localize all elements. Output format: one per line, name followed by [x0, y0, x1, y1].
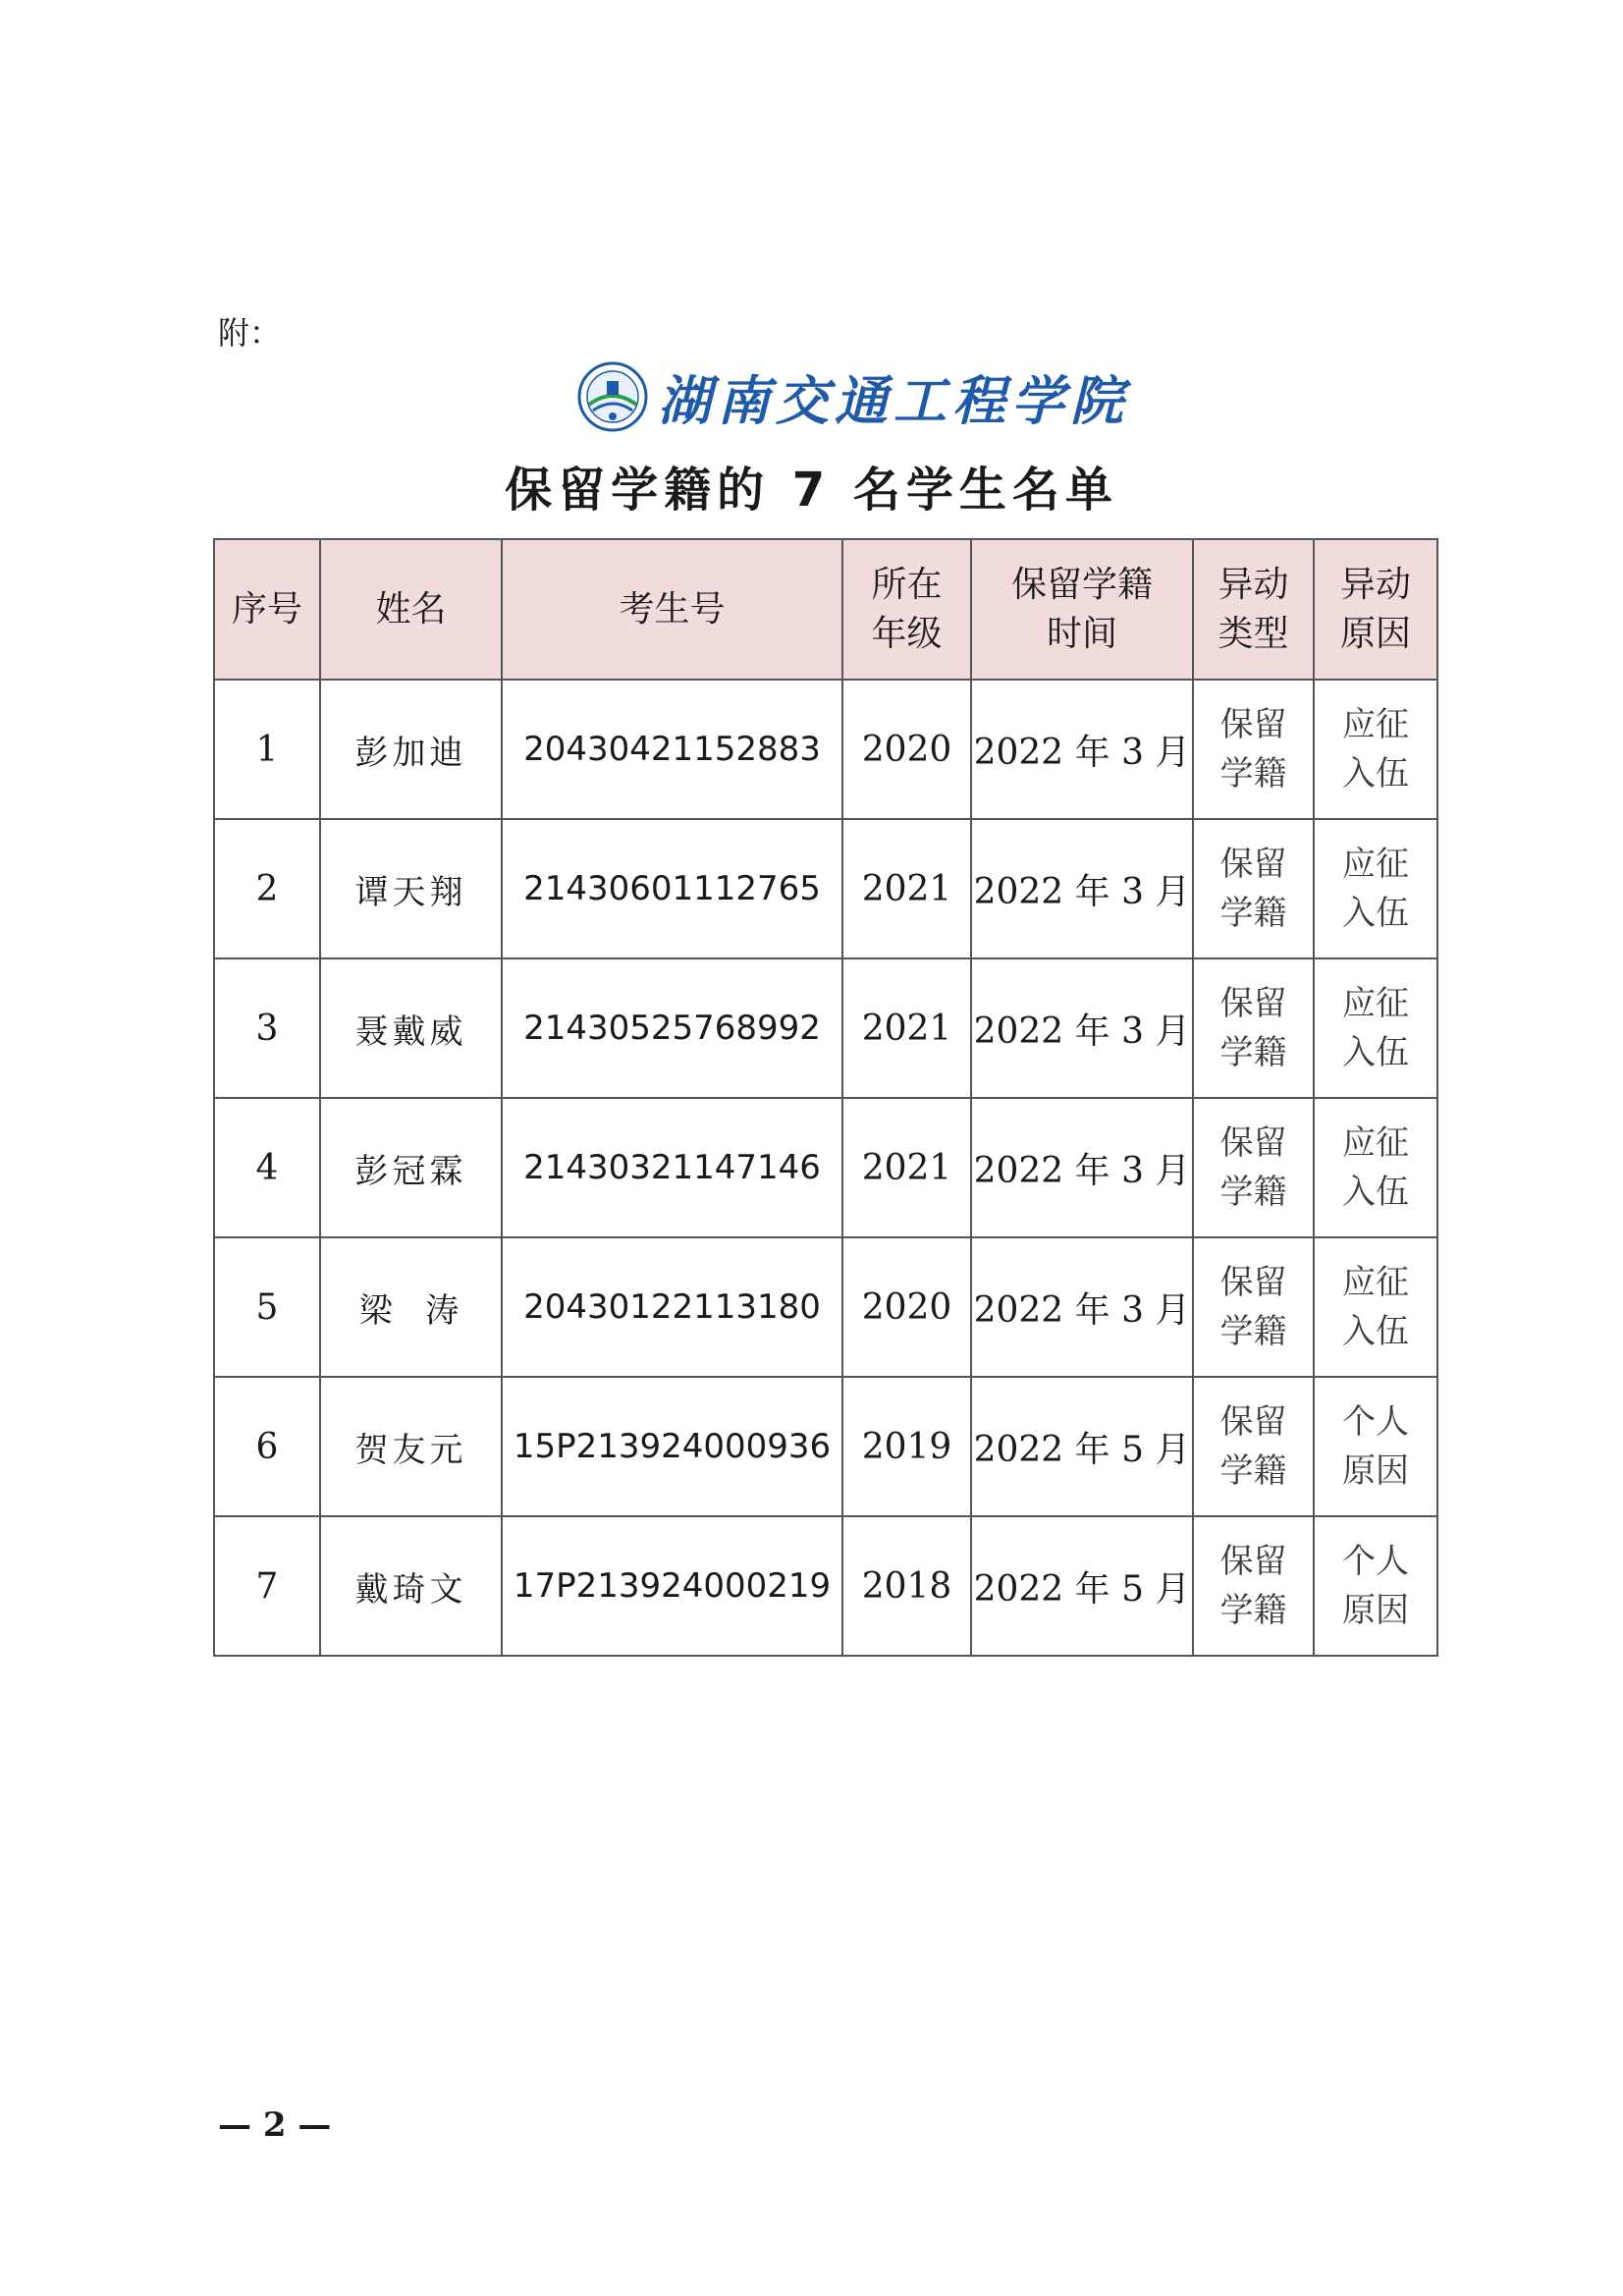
cell-type-line1: 保留	[1219, 1123, 1287, 1163]
cell-reason-line2: 入伍	[1342, 754, 1409, 793]
cell-name: 贺友元	[320, 1377, 502, 1516]
header-type-line1: 异动	[1217, 564, 1289, 605]
attachment-label: 附：	[218, 314, 282, 352]
student-roster-table	[213, 538, 1438, 1657]
table-row	[214, 1237, 1437, 1377]
cell-name: 彭加迪	[320, 680, 502, 819]
cell-seq: 4	[214, 1098, 320, 1237]
table-row	[214, 819, 1437, 958]
cell-grade: 2020	[842, 680, 971, 819]
table-row	[214, 958, 1437, 1098]
cell-exam-id: 21430601112765	[502, 819, 842, 958]
header-grade	[842, 539, 971, 680]
cell-reason	[1314, 1098, 1437, 1237]
cell-seq: 3	[214, 958, 320, 1098]
cell-type-line1: 保留	[1219, 845, 1287, 884]
cell-type	[1193, 819, 1314, 958]
cell-exam-id: 20430122113180	[502, 1237, 842, 1377]
cell-type-line1: 保留	[1219, 984, 1287, 1023]
cell-reason-line1: 个人	[1342, 1402, 1409, 1442]
cell-reason-line2: 入伍	[1342, 1173, 1409, 1212]
cell-reason-line2: 入伍	[1342, 1033, 1409, 1072]
cell-reason	[1314, 1377, 1437, 1516]
school-logo	[577, 361, 1129, 432]
cell-reason	[1314, 1237, 1437, 1377]
cell-type-line2: 学籍	[1219, 1033, 1287, 1072]
cell-type	[1193, 958, 1314, 1098]
header-time-line1: 保留学籍	[1010, 564, 1153, 605]
cell-time: 2022 年 3 月	[971, 958, 1193, 1098]
cell-name: 戴琦文	[320, 1516, 502, 1656]
cell-name: 谭天翔	[320, 819, 502, 958]
cell-seq: 6	[214, 1377, 320, 1516]
cell-reason	[1314, 1516, 1437, 1656]
cell-type-line1: 保留	[1219, 1402, 1287, 1442]
cell-seq: 7	[214, 1516, 320, 1656]
header-exam-id: 考生号	[502, 539, 842, 680]
header-type-line2: 类型	[1217, 613, 1289, 654]
cell-type-line1: 保留	[1219, 705, 1287, 744]
header-reason-line1: 异动	[1339, 564, 1411, 605]
cell-name: 梁 涛	[320, 1237, 502, 1377]
school-emblem-icon	[577, 361, 648, 432]
cell-grade: 2018	[842, 1516, 971, 1656]
document-title: 保留学籍的 7 名学生名单	[505, 463, 1118, 518]
header-grade-line1: 所在	[871, 564, 943, 605]
table-row	[214, 680, 1437, 819]
cell-name: 彭冠霖	[320, 1098, 502, 1237]
page-number: — 2 —	[218, 2105, 332, 2145]
cell-grade: 2019	[842, 1377, 971, 1516]
cell-type-line2: 学籍	[1219, 1451, 1287, 1491]
cell-grade: 2021	[842, 1098, 971, 1237]
cell-reason-line1: 应征	[1342, 1123, 1409, 1163]
cell-time: 2022 年 3 月	[971, 1098, 1193, 1237]
cell-reason-line2: 原因	[1342, 1451, 1409, 1491]
cell-type-line2: 学籍	[1219, 1591, 1287, 1630]
table-header-row	[214, 539, 1437, 680]
cell-time: 2022 年 5 月	[971, 1377, 1193, 1516]
cell-type	[1193, 1098, 1314, 1237]
cell-type-line1: 保留	[1219, 1263, 1287, 1302]
table-row	[214, 1098, 1437, 1237]
cell-reason	[1314, 958, 1437, 1098]
cell-exam-id: 20430421152883	[502, 680, 842, 819]
cell-seq: 2	[214, 819, 320, 958]
header-time	[971, 539, 1193, 680]
cell-seq: 5	[214, 1237, 320, 1377]
cell-exam-id: 21430525768992	[502, 958, 842, 1098]
cell-type-line2: 学籍	[1219, 894, 1287, 933]
cell-grade: 2020	[842, 1237, 971, 1377]
cell-time: 2022 年 3 月	[971, 819, 1193, 958]
cell-reason-line1: 应征	[1342, 705, 1409, 744]
table-row	[214, 1377, 1437, 1516]
cell-type-line2: 学籍	[1219, 754, 1287, 793]
cell-name: 聂戴威	[320, 958, 502, 1098]
cell-seq: 1	[214, 680, 320, 819]
cell-time: 2022 年 5 月	[971, 1516, 1193, 1656]
header-name: 姓名	[320, 539, 502, 680]
table-row	[214, 1516, 1437, 1656]
cell-time: 2022 年 3 月	[971, 1237, 1193, 1377]
cell-reason-line1: 应征	[1342, 845, 1409, 884]
cell-type-line2: 学籍	[1219, 1312, 1287, 1351]
header-reason	[1314, 539, 1437, 680]
cell-exam-id: 15P213924000936	[502, 1377, 842, 1516]
cell-type-line1: 保留	[1219, 1542, 1287, 1581]
cell-reason-line1: 应征	[1342, 984, 1409, 1023]
header-type	[1193, 539, 1314, 680]
school-name-logotype: 湖南交通工程学院	[658, 368, 1129, 432]
cell-type	[1193, 1516, 1314, 1656]
header-reason-line2: 原因	[1339, 613, 1411, 654]
cell-reason	[1314, 819, 1437, 958]
cell-type	[1193, 1237, 1314, 1377]
cell-reason-line2: 入伍	[1342, 894, 1409, 933]
cell-exam-id: 17P213924000219	[502, 1516, 842, 1656]
cell-reason	[1314, 680, 1437, 819]
cell-reason-line2: 入伍	[1342, 1312, 1409, 1351]
cell-type-line2: 学籍	[1219, 1173, 1287, 1212]
cell-type	[1193, 1377, 1314, 1516]
header-grade-line2: 年级	[871, 613, 943, 654]
header-time-line2: 时间	[1046, 613, 1117, 654]
cell-reason-line1: 应征	[1342, 1263, 1409, 1302]
cell-grade: 2021	[842, 819, 971, 958]
cell-type	[1193, 680, 1314, 819]
cell-exam-id: 21430321147146	[502, 1098, 842, 1237]
cell-time: 2022 年 3 月	[971, 680, 1193, 819]
cell-reason-line2: 原因	[1342, 1591, 1409, 1630]
cell-grade: 2021	[842, 958, 971, 1098]
header-seq: 序号	[214, 539, 320, 680]
cell-reason-line1: 个人	[1342, 1542, 1409, 1581]
